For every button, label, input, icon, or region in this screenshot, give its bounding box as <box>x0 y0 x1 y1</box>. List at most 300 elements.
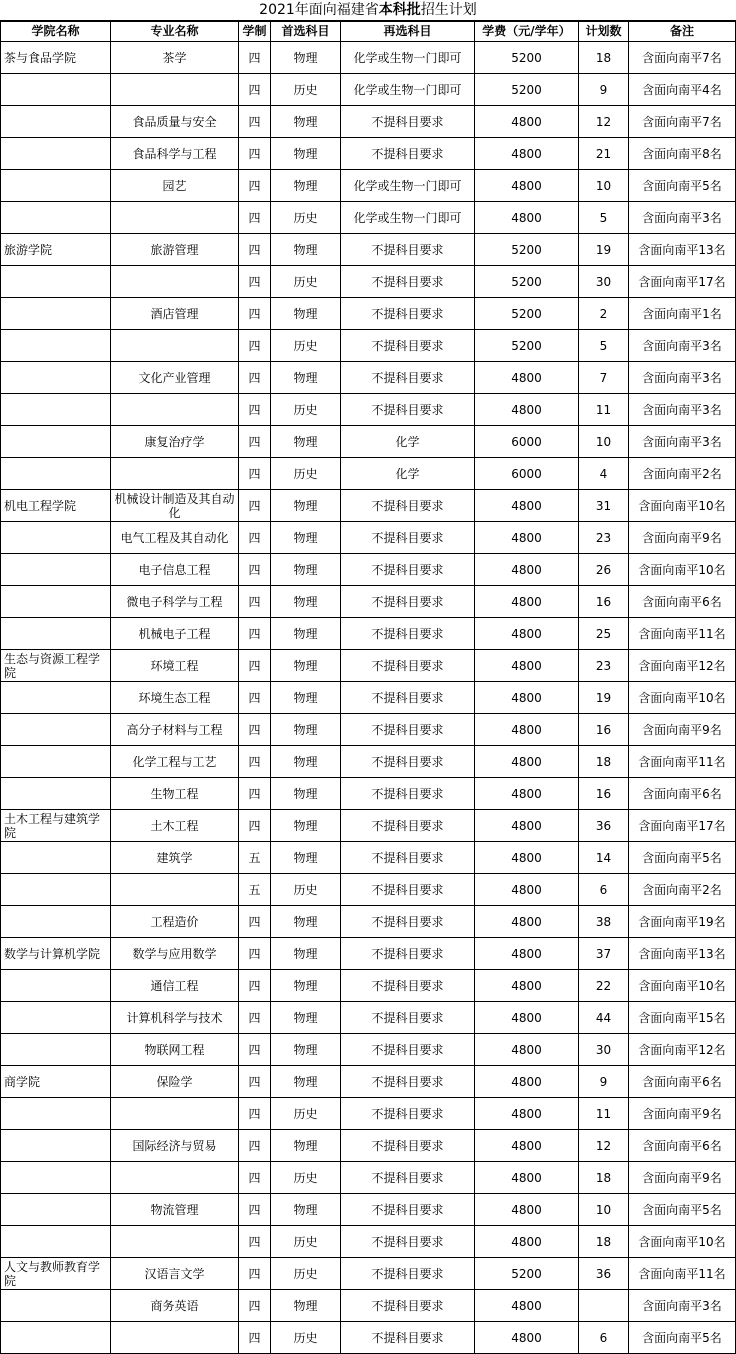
second-subject-cell: 不提科目要求 <box>341 106 475 138</box>
second-subject-cell: 化学或生物一门即可 <box>341 170 475 202</box>
table-row <box>1 1322 736 1354</box>
major-cell: 汉语言文学 <box>111 1258 239 1290</box>
table-row <box>1 74 736 106</box>
first-subject-cell: 物理 <box>271 586 341 618</box>
plan-count-cell: 36 <box>579 1258 629 1290</box>
college-cell <box>1 106 111 138</box>
major-cell: 商务英语 <box>111 1290 239 1322</box>
plan-count-cell: 36 <box>579 810 629 842</box>
table-row <box>1 554 736 586</box>
college-cell <box>1 1162 111 1194</box>
fee-cell: 4800 <box>475 554 579 586</box>
years-cell: 四 <box>239 1226 271 1258</box>
years-cell: 四 <box>239 1034 271 1066</box>
table-row <box>1 234 736 266</box>
fee-cell: 4800 <box>475 522 579 554</box>
note-cell: 含面向南平5名 <box>629 1194 736 1226</box>
second-subject-cell: 不提科目要求 <box>341 266 475 298</box>
major-cell <box>111 202 239 234</box>
fee-cell: 4800 <box>475 1130 579 1162</box>
header-second-subject: 再选科目 <box>341 22 475 42</box>
note-cell: 含面向南平1名 <box>629 298 736 330</box>
fee-cell: 4800 <box>475 810 579 842</box>
years-cell: 四 <box>239 426 271 458</box>
major-cell: 生物工程 <box>111 778 239 810</box>
plan-count-cell: 9 <box>579 74 629 106</box>
years-cell: 四 <box>239 554 271 586</box>
college-cell <box>1 1226 111 1258</box>
years-cell: 四 <box>239 682 271 714</box>
years-cell: 四 <box>239 1322 271 1354</box>
first-subject-cell: 物理 <box>271 906 341 938</box>
major-cell: 保险学 <box>111 1066 239 1098</box>
plan-count-cell: 22 <box>579 970 629 1002</box>
fee-cell: 4800 <box>475 1194 579 1226</box>
major-cell <box>111 1322 239 1354</box>
note-cell: 含面向南平5名 <box>629 1322 736 1354</box>
first-subject-cell: 历史 <box>271 458 341 490</box>
table-row <box>1 778 736 810</box>
major-cell: 园艺 <box>111 170 239 202</box>
note-cell: 含面向南平10名 <box>629 682 736 714</box>
note-cell: 含面向南平13名 <box>629 938 736 970</box>
fee-cell: 4800 <box>475 938 579 970</box>
table-row <box>1 1066 736 1098</box>
plan-count-cell: 10 <box>579 426 629 458</box>
sheet-title <box>0 0 736 21</box>
college-cell <box>1 746 111 778</box>
second-subject-cell: 不提科目要求 <box>341 618 475 650</box>
years-cell: 四 <box>239 650 271 682</box>
major-cell: 电气工程及其自动化 <box>111 522 239 554</box>
enrollment-table <box>0 21 736 1354</box>
first-subject-cell: 历史 <box>271 266 341 298</box>
table-row <box>1 202 736 234</box>
first-subject-cell: 历史 <box>271 1258 341 1290</box>
title-prefix: 2021年面向福建省 <box>259 2 379 18</box>
years-cell: 四 <box>239 778 271 810</box>
second-subject-cell: 不提科目要求 <box>341 1034 475 1066</box>
table-row <box>1 1194 736 1226</box>
table-row <box>1 682 736 714</box>
second-subject-cell: 不提科目要求 <box>341 810 475 842</box>
note-cell: 含面向南平15名 <box>629 1002 736 1034</box>
plan-count-cell: 16 <box>579 586 629 618</box>
plan-count-cell: 6 <box>579 874 629 906</box>
note-cell: 含面向南平5名 <box>629 170 736 202</box>
major-cell: 食品科学与工程 <box>111 138 239 170</box>
plan-count-cell: 16 <box>579 778 629 810</box>
second-subject-cell: 不提科目要求 <box>341 938 475 970</box>
note-cell: 含面向南平3名 <box>629 362 736 394</box>
first-subject-cell: 物理 <box>271 298 341 330</box>
college-cell <box>1 554 111 586</box>
table-row <box>1 266 736 298</box>
header-plan-count: 计划数 <box>579 22 629 42</box>
table-row <box>1 938 736 970</box>
second-subject-cell: 不提科目要求 <box>341 1290 475 1322</box>
fee-cell: 4800 <box>475 650 579 682</box>
major-cell <box>111 330 239 362</box>
fee-cell: 4800 <box>475 586 579 618</box>
header-fee: 学费（元/学年） <box>475 22 579 42</box>
plan-count-cell: 14 <box>579 842 629 874</box>
years-cell: 四 <box>239 106 271 138</box>
fee-cell: 5200 <box>475 1258 579 1290</box>
years-cell: 四 <box>239 202 271 234</box>
major-cell: 计算机科学与技术 <box>111 1002 239 1034</box>
college-cell <box>1 522 111 554</box>
second-subject-cell: 不提科目要求 <box>341 1098 475 1130</box>
years-cell: 四 <box>239 970 271 1002</box>
table-row <box>1 458 736 490</box>
second-subject-cell: 不提科目要求 <box>341 1002 475 1034</box>
note-cell: 含面向南平9名 <box>629 522 736 554</box>
note-cell: 含面向南平2名 <box>629 458 736 490</box>
years-cell: 四 <box>239 170 271 202</box>
major-cell <box>111 266 239 298</box>
plan-count-cell: 9 <box>579 1066 629 1098</box>
second-subject-cell: 不提科目要求 <box>341 682 475 714</box>
years-cell: 四 <box>239 74 271 106</box>
fee-cell: 4800 <box>475 138 579 170</box>
major-cell <box>111 874 239 906</box>
first-subject-cell: 物理 <box>271 522 341 554</box>
major-cell: 高分子材料与工程 <box>111 714 239 746</box>
note-cell: 含面向南平17名 <box>629 810 736 842</box>
table-row <box>1 106 736 138</box>
first-subject-cell: 物理 <box>271 1290 341 1322</box>
years-cell: 四 <box>239 458 271 490</box>
years-cell: 四 <box>239 522 271 554</box>
first-subject-cell: 物理 <box>271 1066 341 1098</box>
second-subject-cell: 不提科目要求 <box>341 330 475 362</box>
note-cell: 含面向南平17名 <box>629 266 736 298</box>
first-subject-cell: 物理 <box>271 138 341 170</box>
college-cell <box>1 170 111 202</box>
table-row <box>1 522 736 554</box>
header-years: 学制 <box>239 22 271 42</box>
college-cell <box>1 202 111 234</box>
table-row <box>1 810 736 842</box>
second-subject-cell: 不提科目要求 <box>341 874 475 906</box>
years-cell: 四 <box>239 362 271 394</box>
college-cell <box>1 906 111 938</box>
note-cell: 含面向南平13名 <box>629 234 736 266</box>
plan-count-cell: 12 <box>579 1130 629 1162</box>
first-subject-cell: 历史 <box>271 202 341 234</box>
first-subject-cell: 物理 <box>271 554 341 586</box>
plan-count-cell: 44 <box>579 1002 629 1034</box>
plan-count-cell: 16 <box>579 714 629 746</box>
years-cell: 四 <box>239 810 271 842</box>
plan-count-cell: 11 <box>579 1098 629 1130</box>
plan-count-cell: 21 <box>579 138 629 170</box>
major-cell <box>111 1162 239 1194</box>
first-subject-cell: 物理 <box>271 1034 341 1066</box>
fee-cell: 4800 <box>475 362 579 394</box>
major-cell: 微电子科学与工程 <box>111 586 239 618</box>
plan-count-cell: 6 <box>579 1322 629 1354</box>
major-cell: 酒店管理 <box>111 298 239 330</box>
major-cell: 茶学 <box>111 42 239 74</box>
note-cell: 含面向南平9名 <box>629 1098 736 1130</box>
major-cell: 电子信息工程 <box>111 554 239 586</box>
table-row <box>1 1226 736 1258</box>
first-subject-cell: 物理 <box>271 1194 341 1226</box>
fee-cell: 4800 <box>475 1066 579 1098</box>
table-row <box>1 42 736 74</box>
note-cell: 含面向南平8名 <box>629 138 736 170</box>
note-cell: 含面向南平11名 <box>629 746 736 778</box>
second-subject-cell: 化学 <box>341 458 475 490</box>
note-cell: 含面向南平6名 <box>629 586 736 618</box>
years-cell: 四 <box>239 1258 271 1290</box>
college-cell <box>1 842 111 874</box>
fee-cell: 4800 <box>475 842 579 874</box>
major-cell: 文化产业管理 <box>111 362 239 394</box>
first-subject-cell: 历史 <box>271 1162 341 1194</box>
college-cell <box>1 970 111 1002</box>
college-cell <box>1 266 111 298</box>
note-cell: 含面向南平3名 <box>629 394 736 426</box>
fee-cell: 4800 <box>475 170 579 202</box>
first-subject-cell: 历史 <box>271 874 341 906</box>
table-row <box>1 618 736 650</box>
college-cell <box>1 1002 111 1034</box>
fee-cell: 4800 <box>475 714 579 746</box>
college-cell <box>1 1034 111 1066</box>
second-subject-cell: 不提科目要求 <box>341 1194 475 1226</box>
years-cell: 四 <box>239 138 271 170</box>
years-cell: 四 <box>239 1098 271 1130</box>
major-cell: 旅游管理 <box>111 234 239 266</box>
college-cell <box>1 1290 111 1322</box>
fee-cell: 4800 <box>475 970 579 1002</box>
note-cell: 含面向南平19名 <box>629 906 736 938</box>
first-subject-cell: 物理 <box>271 746 341 778</box>
plan-count-cell: 25 <box>579 618 629 650</box>
plan-count-cell: 19 <box>579 682 629 714</box>
note-cell: 含面向南平10名 <box>629 1226 736 1258</box>
major-cell <box>111 1098 239 1130</box>
major-cell: 环境工程 <box>111 650 239 682</box>
table-row <box>1 170 736 202</box>
note-cell: 含面向南平3名 <box>629 330 736 362</box>
major-cell: 物联网工程 <box>111 1034 239 1066</box>
plan-count-cell: 23 <box>579 650 629 682</box>
major-cell <box>111 458 239 490</box>
plan-count-cell: 37 <box>579 938 629 970</box>
first-subject-cell: 物理 <box>271 714 341 746</box>
second-subject-cell: 不提科目要求 <box>341 234 475 266</box>
college-cell <box>1 586 111 618</box>
major-cell: 机械电子工程 <box>111 618 239 650</box>
fee-cell: 6000 <box>475 458 579 490</box>
major-cell: 国际经济与贸易 <box>111 1130 239 1162</box>
college-cell <box>1 362 111 394</box>
table-row <box>1 970 736 1002</box>
table-row <box>1 1130 736 1162</box>
years-cell: 四 <box>239 586 271 618</box>
college-cell <box>1 874 111 906</box>
college-cell <box>1 298 111 330</box>
fee-cell: 5200 <box>475 74 579 106</box>
years-cell: 四 <box>239 618 271 650</box>
second-subject-cell: 化学或生物一门即可 <box>341 74 475 106</box>
plan-count-cell: 2 <box>579 298 629 330</box>
fee-cell: 4800 <box>475 1290 579 1322</box>
fee-cell: 4800 <box>475 618 579 650</box>
years-cell: 四 <box>239 1130 271 1162</box>
title-batch: 本科批 <box>378 2 421 18</box>
college-cell <box>1 1322 111 1354</box>
note-cell: 含面向南平7名 <box>629 42 736 74</box>
first-subject-cell: 物理 <box>271 778 341 810</box>
years-cell: 四 <box>239 1194 271 1226</box>
college-cell <box>1 682 111 714</box>
plan-count-cell: 10 <box>579 170 629 202</box>
college-cell <box>1 1130 111 1162</box>
note-cell: 含面向南平6名 <box>629 778 736 810</box>
second-subject-cell: 不提科目要求 <box>341 522 475 554</box>
second-subject-cell: 不提科目要求 <box>341 746 475 778</box>
first-subject-cell: 历史 <box>271 1226 341 1258</box>
first-subject-cell: 历史 <box>271 1322 341 1354</box>
fee-cell: 4800 <box>475 682 579 714</box>
college-cell <box>1 426 111 458</box>
first-subject-cell: 物理 <box>271 42 341 74</box>
note-cell: 含面向南平2名 <box>629 874 736 906</box>
table-row <box>1 906 736 938</box>
college-cell <box>1 458 111 490</box>
years-cell: 四 <box>239 330 271 362</box>
second-subject-cell: 不提科目要求 <box>341 1162 475 1194</box>
plan-count-cell: 30 <box>579 266 629 298</box>
first-subject-cell: 物理 <box>271 1130 341 1162</box>
header-major: 专业名称 <box>111 22 239 42</box>
plan-count-cell: 18 <box>579 746 629 778</box>
years-cell: 五 <box>239 842 271 874</box>
note-cell: 含面向南平10名 <box>629 970 736 1002</box>
fee-cell: 4800 <box>475 106 579 138</box>
fee-cell: 4800 <box>475 490 579 522</box>
fee-cell: 4800 <box>475 874 579 906</box>
first-subject-cell: 历史 <box>271 394 341 426</box>
fee-cell: 5200 <box>475 298 579 330</box>
fee-cell: 4800 <box>475 746 579 778</box>
table-row <box>1 1258 736 1290</box>
second-subject-cell: 不提科目要求 <box>341 1226 475 1258</box>
plan-count-cell: 12 <box>579 106 629 138</box>
college-cell <box>1 1098 111 1130</box>
note-cell: 含面向南平7名 <box>629 106 736 138</box>
years-cell: 四 <box>239 266 271 298</box>
plan-count-cell: 18 <box>579 42 629 74</box>
table-row <box>1 330 736 362</box>
first-subject-cell: 物理 <box>271 618 341 650</box>
years-cell: 四 <box>239 1066 271 1098</box>
major-cell <box>111 1226 239 1258</box>
header-college: 学院名称 <box>1 22 111 42</box>
note-cell: 含面向南平12名 <box>629 650 736 682</box>
table-row <box>1 650 736 682</box>
note-cell: 含面向南平10名 <box>629 490 736 522</box>
second-subject-cell: 不提科目要求 <box>341 1258 475 1290</box>
note-cell: 含面向南平11名 <box>629 1258 736 1290</box>
plan-count-cell: 38 <box>579 906 629 938</box>
major-cell: 工程造价 <box>111 906 239 938</box>
first-subject-cell: 物理 <box>271 1002 341 1034</box>
fee-cell: 4800 <box>475 1226 579 1258</box>
table-row <box>1 362 736 394</box>
college-cell <box>1 74 111 106</box>
major-cell: 土木工程 <box>111 810 239 842</box>
years-cell: 五 <box>239 874 271 906</box>
table-row <box>1 746 736 778</box>
major-cell: 化学工程与工艺 <box>111 746 239 778</box>
first-subject-cell: 物理 <box>271 938 341 970</box>
college-cell: 土木工程与建筑学院 <box>1 810 111 842</box>
fee-cell: 4800 <box>475 394 579 426</box>
fee-cell: 5200 <box>475 42 579 74</box>
second-subject-cell: 不提科目要求 <box>341 778 475 810</box>
note-cell: 含面向南平10名 <box>629 554 736 586</box>
major-cell: 康复治疗学 <box>111 426 239 458</box>
header-note: 备注 <box>629 22 736 42</box>
college-cell: 商学院 <box>1 1066 111 1098</box>
first-subject-cell: 物理 <box>271 362 341 394</box>
second-subject-cell: 不提科目要求 <box>341 394 475 426</box>
second-subject-cell: 不提科目要求 <box>341 1066 475 1098</box>
plan-count-cell: 18 <box>579 1226 629 1258</box>
note-cell: 含面向南平3名 <box>629 426 736 458</box>
first-subject-cell: 历史 <box>271 74 341 106</box>
years-cell: 四 <box>239 1290 271 1322</box>
header-row <box>1 22 736 42</box>
plan-count-cell: 7 <box>579 362 629 394</box>
fee-cell: 4800 <box>475 1322 579 1354</box>
major-cell <box>111 394 239 426</box>
major-cell: 通信工程 <box>111 970 239 1002</box>
note-cell: 含面向南平3名 <box>629 1290 736 1322</box>
table-row <box>1 426 736 458</box>
college-cell: 机电工程学院 <box>1 490 111 522</box>
table-row <box>1 138 736 170</box>
fee-cell: 4800 <box>475 1162 579 1194</box>
college-cell: 茶与食品学院 <box>1 42 111 74</box>
years-cell: 四 <box>239 394 271 426</box>
first-subject-cell: 历史 <box>271 1098 341 1130</box>
major-cell: 机械设计制造及其自动化 <box>111 490 239 522</box>
fee-cell: 5200 <box>475 266 579 298</box>
fee-cell: 4800 <box>475 906 579 938</box>
fee-cell: 4800 <box>475 202 579 234</box>
first-subject-cell: 物理 <box>271 970 341 1002</box>
table-row <box>1 842 736 874</box>
plan-count-cell: 31 <box>579 490 629 522</box>
years-cell: 四 <box>239 714 271 746</box>
plan-count-cell: 5 <box>579 202 629 234</box>
note-cell: 含面向南平12名 <box>629 1034 736 1066</box>
fee-cell: 5200 <box>475 330 579 362</box>
years-cell: 四 <box>239 1002 271 1034</box>
fee-cell: 4800 <box>475 778 579 810</box>
second-subject-cell: 不提科目要求 <box>341 906 475 938</box>
table-row <box>1 1162 736 1194</box>
second-subject-cell: 不提科目要求 <box>341 714 475 746</box>
plan-count-cell: 30 <box>579 1034 629 1066</box>
